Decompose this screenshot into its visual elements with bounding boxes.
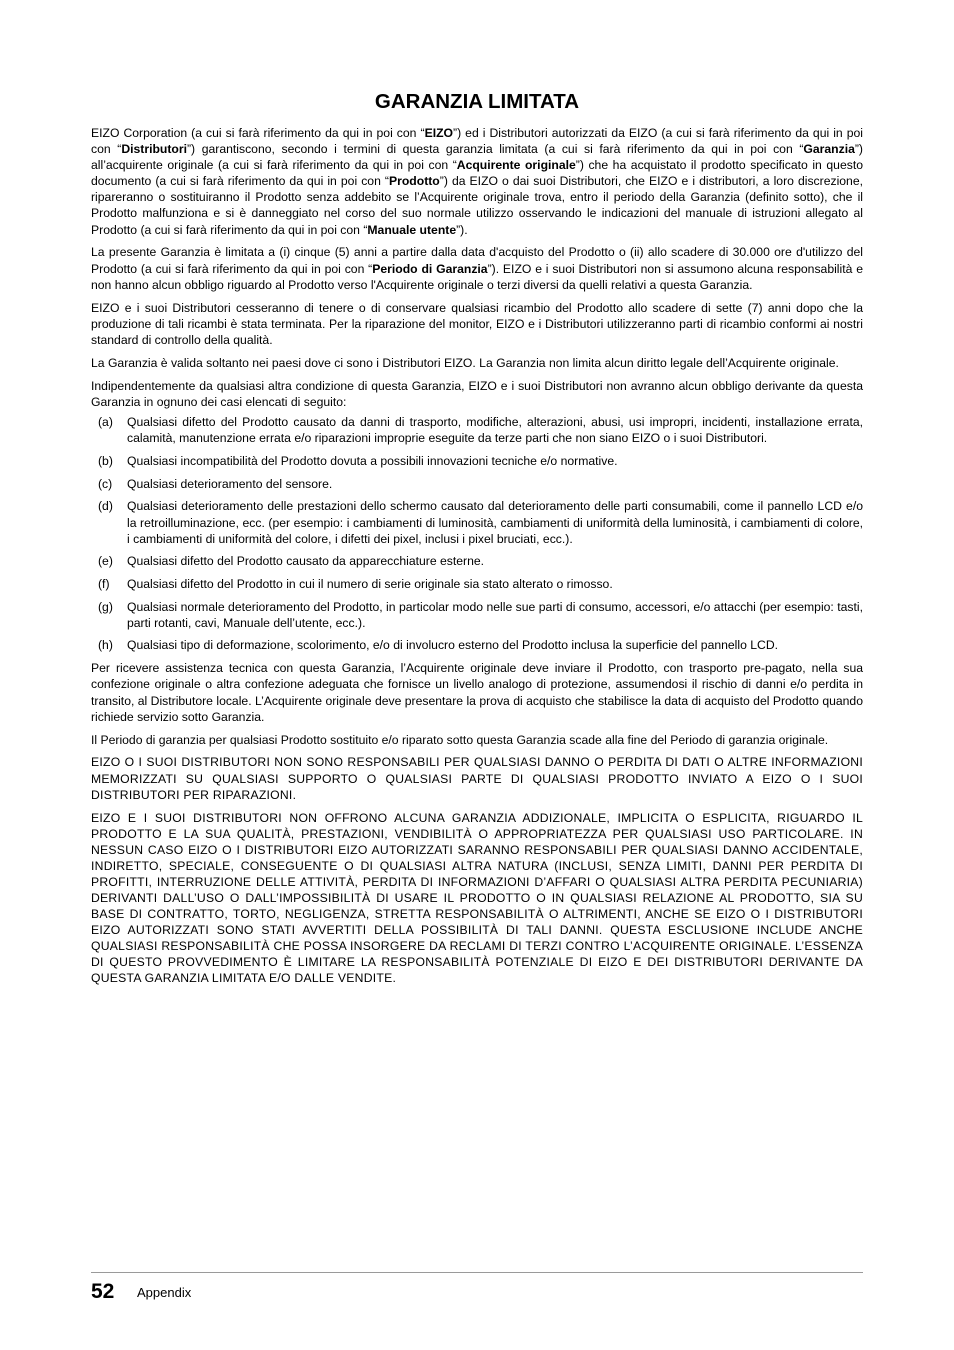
list-item-text: Qualsiasi difetto del Prodotto causato da danni di trasporto, modifiche, alterazioni, abusi, usi impropri, incidenti, installazione errata, calamità, manutenzione errata e/o riparazioni improprie eseguite da terze parti che non siano EIZO o i suoi Distributori. [127,415,863,446]
list-marker: (a) [98,415,113,430]
term-garanzia: Garanzia [803,142,855,157]
list-item [91,576,863,592]
page-title: GARANZIA LIMITATA [374,90,580,113]
list-item [91,453,863,469]
term-prodotto: Prodotto [388,174,440,189]
list-marker: (g) [98,599,113,614]
list-marker: (b) [98,454,113,469]
footer-divider [91,1272,863,1273]
list-item [91,476,863,492]
page-number: 52 [91,1280,115,1303]
term-distributori: Distributori [121,142,187,157]
list-item-text: Qualsiasi normale deterioramento del Prodotto, in particolar modo nelle sue parti di consumo, accessori, e/o attacchi (per esempio: tasti, parti rotanti, cavi, Manuale dell’utente, ecc.). [127,599,863,630]
list-marker: (f) [98,577,110,591]
paragraph-replacement-period: Il Periodo di garanzia per qualsiasi Prodotto sostituito e/o riparato sotto questa Garanzia scade alla fine del Periodo di garanzia originale. [91,732,829,747]
paragraph-validity: La Garanzia è valida soltanto nei paesi dove ci sono i Distributori EIZO. La Garanzia non limita alcun diritto legale dell’Acquirente originale. [91,355,839,370]
term-periodo-di-garanzia: Periodo di Garanzia [372,261,488,276]
exclusions-list [91,414,863,653]
paragraph-data-loss: EIZO O I SUOI DISTRIBUTORI NON SONO RESPONSABILI PER QUALSIASI DANNO O PERDITA DI DATI O ALTRE INFORMAZIONI MEMORIZZATI SU QUALSIASI SUPPORTO O QUALSIASI PARTE DI QUALSIASI PRODOTTO INVIATO A EIZO O I SUOI DISTRIBUTORI PER RIPARAZIONI. [91,755,863,802]
list-item [91,414,863,446]
list-item [91,637,863,653]
list-item [91,599,863,631]
paragraph-disclaimer: EIZO E I SUOI DISTRIBUTORI NON OFFRONO ALCUNA GARANZIA ADDIZIONALE, IMPLICITA O ESPLICITA, RIGUARDO IL PRODOTTO E LA SUA QUALITÀ, PRESTAZIONI, VENDIBILITÀ O APPROPRIATEZZA PER QUALSIASI USO PARTICOLARE. IN NESSUN CASO EIZO O I DISTRIBUTORI EIZO AUTORIZZATI SARANNO RESPONSABILI PER QUALSIASI DANNO ACCIDENTALE, INDIRETTO, SPECIALE, CONSEGUENTE O DI QUALSIASI ALTRA NATURA (INCLUSI, SENZA LIMITI, DANNI PER PERDITA DI PROFITTI, INTERRUZIONE DELLE ATTIVITÀ, PERDITA DI INFORMAZIONI D’AFFARI O QUALSIASI ALTRA PERDITA PECUNIARIA) DERIVANTI DALL’USO O DALL’IMPOSSIBILITÀ DI USARE IL PRODOTTO O IN QUALSIASI RELAZIONE AL PRODOTTO, SIA SU BASE DI CONTRATTO, TORTO, NEGLIGENZA, STRETTA RESPONSABILITÀ O ALTRIMENTI, ANCHE SE EIZO O I DISTRIBUTORI EIZO AUTORIZZATI SONO STATI AVVERTITI DELLA POSSIBILITÀ DI TALI DANNI. QUESTA ESCLUSIONE INCLUDE ANCHE QUALSIASI RESPONSABILITÀ CHE POSSA INSORGERE DA RECLAMI DI TERZI CONTRO L’ACQUIRENTE ORIGINALE. L’ESSENZA DI QUESTO PROVVEDIMENTO È LIMITARE LA RESPONSABILITÀ POTENZIALE DI EIZO E DEI DISTRIBUTORI DERIVANTE DA QUESTA GARANZIA LIMITATA E/O DALLE VENDITE. [91,810,863,986]
paragraph-service: Per ricevere assistenza tecnica con questa Garanzia, l’Acquirente originale deve inviare il Prodotto, con trasporto pre-pagato, nella sua confezione originale o altra confezione adeguata che fornisce un livello analogo di protezione, assumendosi il rischio di danni e/o perdita in transito, al Distributore locale. L’Acquirente originale deve presentare la prova di acquisto che stabilisce la data di acquisto del Prodotto quando richiede servizio sotto Garanzia. [91,661,863,724]
list-item [91,553,863,569]
list-item-text: Qualsiasi incompatibilità del Prodotto dovuta a possibili innovazioni tecniche e/o normative. [127,454,618,469]
term-manuale-utente: Manuale utente [367,222,457,237]
paragraph-intro: EIZO Corporation (a cui si farà riferimento da qui in poi con “EIZO”) ed i Distributori autorizzati da EIZO (a cui si farà riferimento da qui in poi con “Distributori”) garantiscono, secondo i termini di questa garanzia limitata (a cui si farà riferimento da qui in poi con “Garanzia”) all’acquirente originale (a cui si farà riferimento da qui in poi con “Acquirente originale”) che ha acquistato il prodotto specificato in questo documento (a cui si farà riferimento da qui in poi con “Prodotto”) da EIZO o dai suoi Distributori, che EIZO e i distributori, a loro discrezione, ripareranno o sostituiranno il Prodotto senza addebito se l’Acquirente originale trova, entro il periodo della Garanzia (definito sotto), che il Prodotto malfunziona e si è danneggiato nel corso del suo normale utilizzo osservando le indicazioni del manuale di istruzioni allegato al Prodotto (a cui si farà riferimento da qui in poi con “Manuale utente”). [91,126,863,237]
paragraph-period: La presente Garanzia è limitata a (i) cinque (5) anni a partire dalla data d'acquisto del Prodotto o (ii) allo scadere di 30.000 ore d'utilizzo del Prodotto (a cui si farà riferimento da qui in poi con “Periodo di Garanzia”). EIZO e i suoi Distributori non si assumono alcuna responsabilità e non hanno alcun obbligo riguardo al Prodotto verso l'Acquirente originale o terzi diversi da quelli relativi a questa Garanzia. [91,245,863,292]
list-item-text: Qualsiasi difetto del Prodotto in cui il numero di serie originale sia stato alterato o rimosso. [127,577,613,591]
list-item-text: Qualsiasi deterioramento del sensore. [127,476,333,491]
term-acquirente-originale: Acquirente originale [456,158,576,173]
list-marker: (e) [98,554,113,569]
list-marker: (c) [98,476,113,491]
list-marker: (h) [98,638,113,653]
footer-section-label: Appendix [137,1285,192,1300]
paragraph-exclusions-intro: Indipendentemente da qualsiasi altra condizione di questa Garanzia, EIZO e i suoi Distributori non avranno alcun obbligo derivante da questa Garanzia in ognuno dei casi elencati di seguito: [91,378,863,409]
list-item-text: Qualsiasi deterioramento delle prestazioni dello schermo causato dal deterioramento delle parti consumabili, come il pannello LCD e/o la retroilluminazione, ecc. (per esempio: i cambiamenti di luminosità, cambiamenti di uniformità della luminosità, i cambiamenti di colore, i cambiamenti di uniformità del colore, i difetti dei pixel, inclusi i pixel bruciati, ecc.). [127,499,863,546]
list-item [91,498,863,546]
list-item-text: Qualsiasi difetto del Prodotto causato da apparecchiature esterne. [127,554,485,569]
term-eizo: EIZO [424,126,454,140]
list-marker: (d) [98,499,113,514]
paragraph-spare-parts: EIZO e i suoi Distributori cesseranno di tenere o di conservare qualsiasi ricambio del Prodotto allo scadere di sette (7) anni dopo che la produzione di tali ricambi è stata terminata. Per la riparazione del monitor, EIZO e i Distributori utilizzeranno parti di ricambio conformi ai nostri standard di controllo della qualità. [91,300,863,347]
document-body [91,125,863,993]
list-item-text: Qualsiasi tipo di deformazione, scolorimento, e/o di involucro esterno del Prodotto inclusa la superficie del pannello LCD. [127,638,779,653]
